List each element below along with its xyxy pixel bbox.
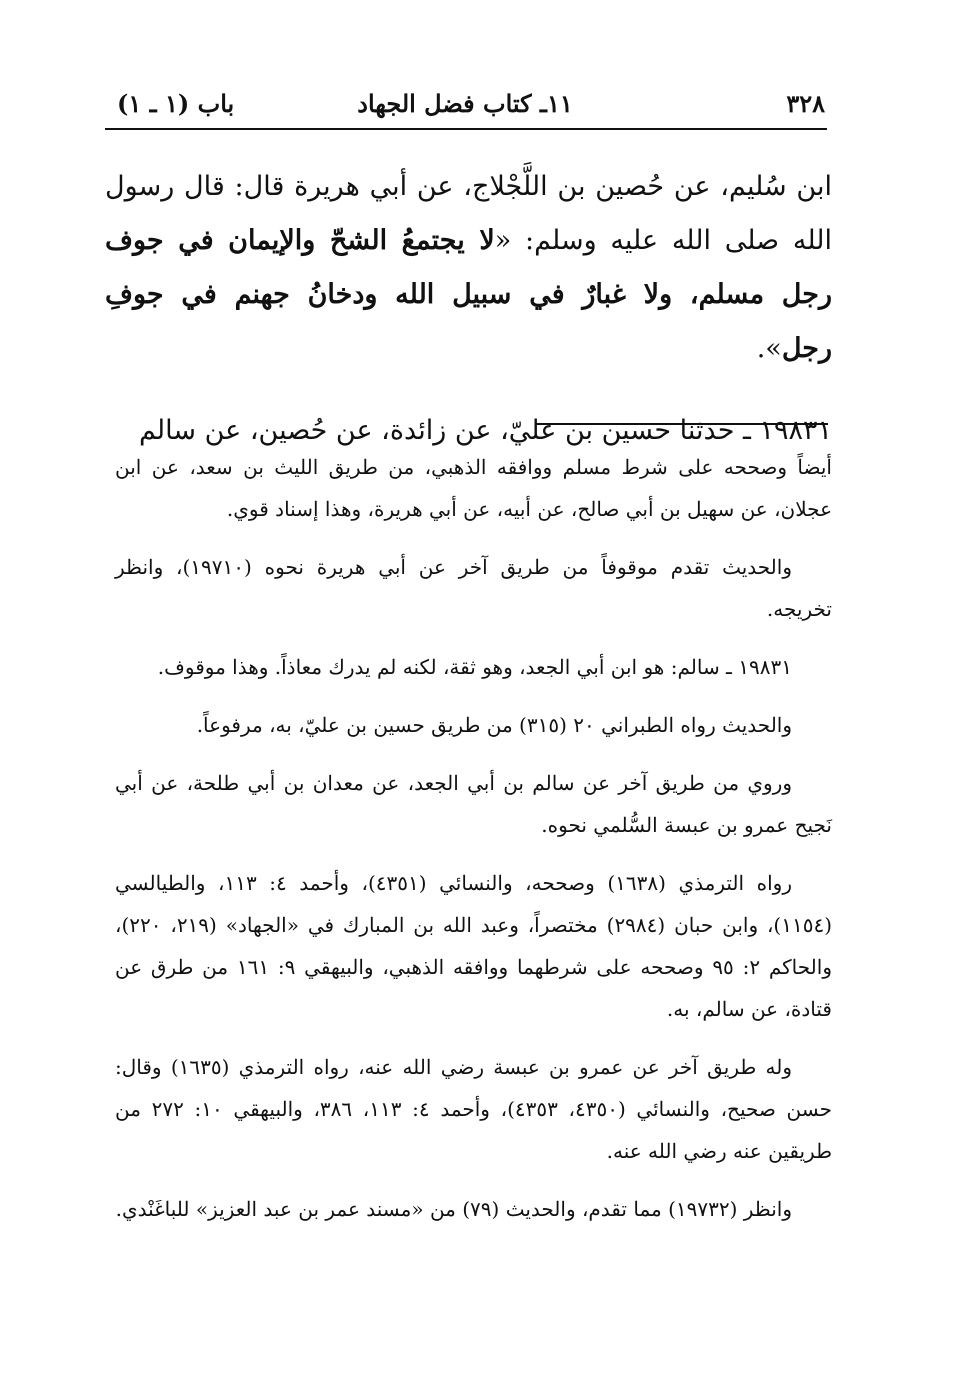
narration-chain: ابن سُليم، عن حُصين بن اللَّجْلاج، عن أبي هريرة قال: قال رسول الله صلى الله عليه وسلم: « <box>105 171 832 256</box>
footnote-rule <box>535 423 828 425</box>
footnote-paragraph: أيضاً وصححه على شرط مسلم ووافقه الذهبي، من طريق الليث بن سعد، عن ابن عجلان، عن سهيل بن أبي صالح، عن أبيه، عن أبي هريرة، وهذا إسناد قوي. <box>115 455 832 521</box>
running-header <box>105 84 825 124</box>
book-title: ١١ـ كتاب فضل الجهاد <box>357 89 573 118</box>
footnotes <box>115 446 832 1246</box>
footnote-paragraph: والحديث تقدم موقوفاً من طريق آخر عن أبي هريرة نحوه (١٩٧١٠)، وانظر تخريجه. <box>115 555 832 621</box>
footnote-paragraph: وله طريق آخر عن عمرو بن عبسة رضي الله عنه، رواه الترمذي (١٦٣٥) وقال: حسن صحيح، والنسائي (٤٣٥٠، ٤٣٥٣)، وأحمد ٤: ١١٣، ٣٨٦، والبيهقي ١٠: ٢٧٢ من طريقين عنه رضي الله عنه. <box>115 1055 832 1163</box>
main-text <box>105 160 832 458</box>
footnote-paragraph: ١٩٨٣١ ـ سالم: هو ابن أبي الجعد، وهو ثقة، لكنه لم يدرك معاذاً. وهذا موقوف. <box>157 655 792 679</box>
footnote-paragraph: رواه الترمذي (١٦٣٨) وصححه، والنسائي (٤٣٥١)، وأحمد ٤: ١١٣، والطيالسي (١١٥٤)، وابن حبان (٢٩٨٤) مختصراً، وعبد الله بن المبارك في «الجهاد» (٢١٩، ٢٢٠)، والحاكم ٢: ٩٥ وصححه على شرطهما ووافقه الذهبي، والبيهقي ٩: ١٦١ من طرق عن قتادة، عن سالم، به. <box>115 871 833 1021</box>
hadith-19831: ١٩٨٣١ ـ حدثنا حسين بن عليّ، عن زائدة، عن حُصين، عن سالم <box>138 415 832 446</box>
hadith-continuation <box>105 160 832 376</box>
closing-quote: ». <box>756 333 782 364</box>
hadith-text: لا يجتمعُ الشحّ والإيمان في جوف رجل مسلم، ولا غبارٌ في سبيل الله ودخانُ جهنم في جوفِ رجل <box>105 225 832 364</box>
paragraph-gap <box>105 376 832 404</box>
page-number: ٣٢٨ <box>786 89 825 118</box>
footnote-paragraph: والحديث رواه الطبراني ٢٠ (٣١٥) من طريق حسين بن عليّ، به، مرفوعاً. <box>196 713 792 737</box>
header-rule <box>105 128 827 130</box>
chapter-label: باب (١ ـ ١) <box>117 89 235 118</box>
footnote-paragraph: وروي من طريق آخر عن سالم بن أبي الجعد، عن معدان بن أبي طلحة، عن أبي نَجيح عمرو بن عبسة السُّلمي نحوه. <box>115 771 832 837</box>
footnote-paragraph: وانظر (١٩٧٣٢) مما تقدم، والحديث (٧٩) من «مسند عمر بن عبد العزيز» للباغَنْدي. <box>115 1197 792 1221</box>
